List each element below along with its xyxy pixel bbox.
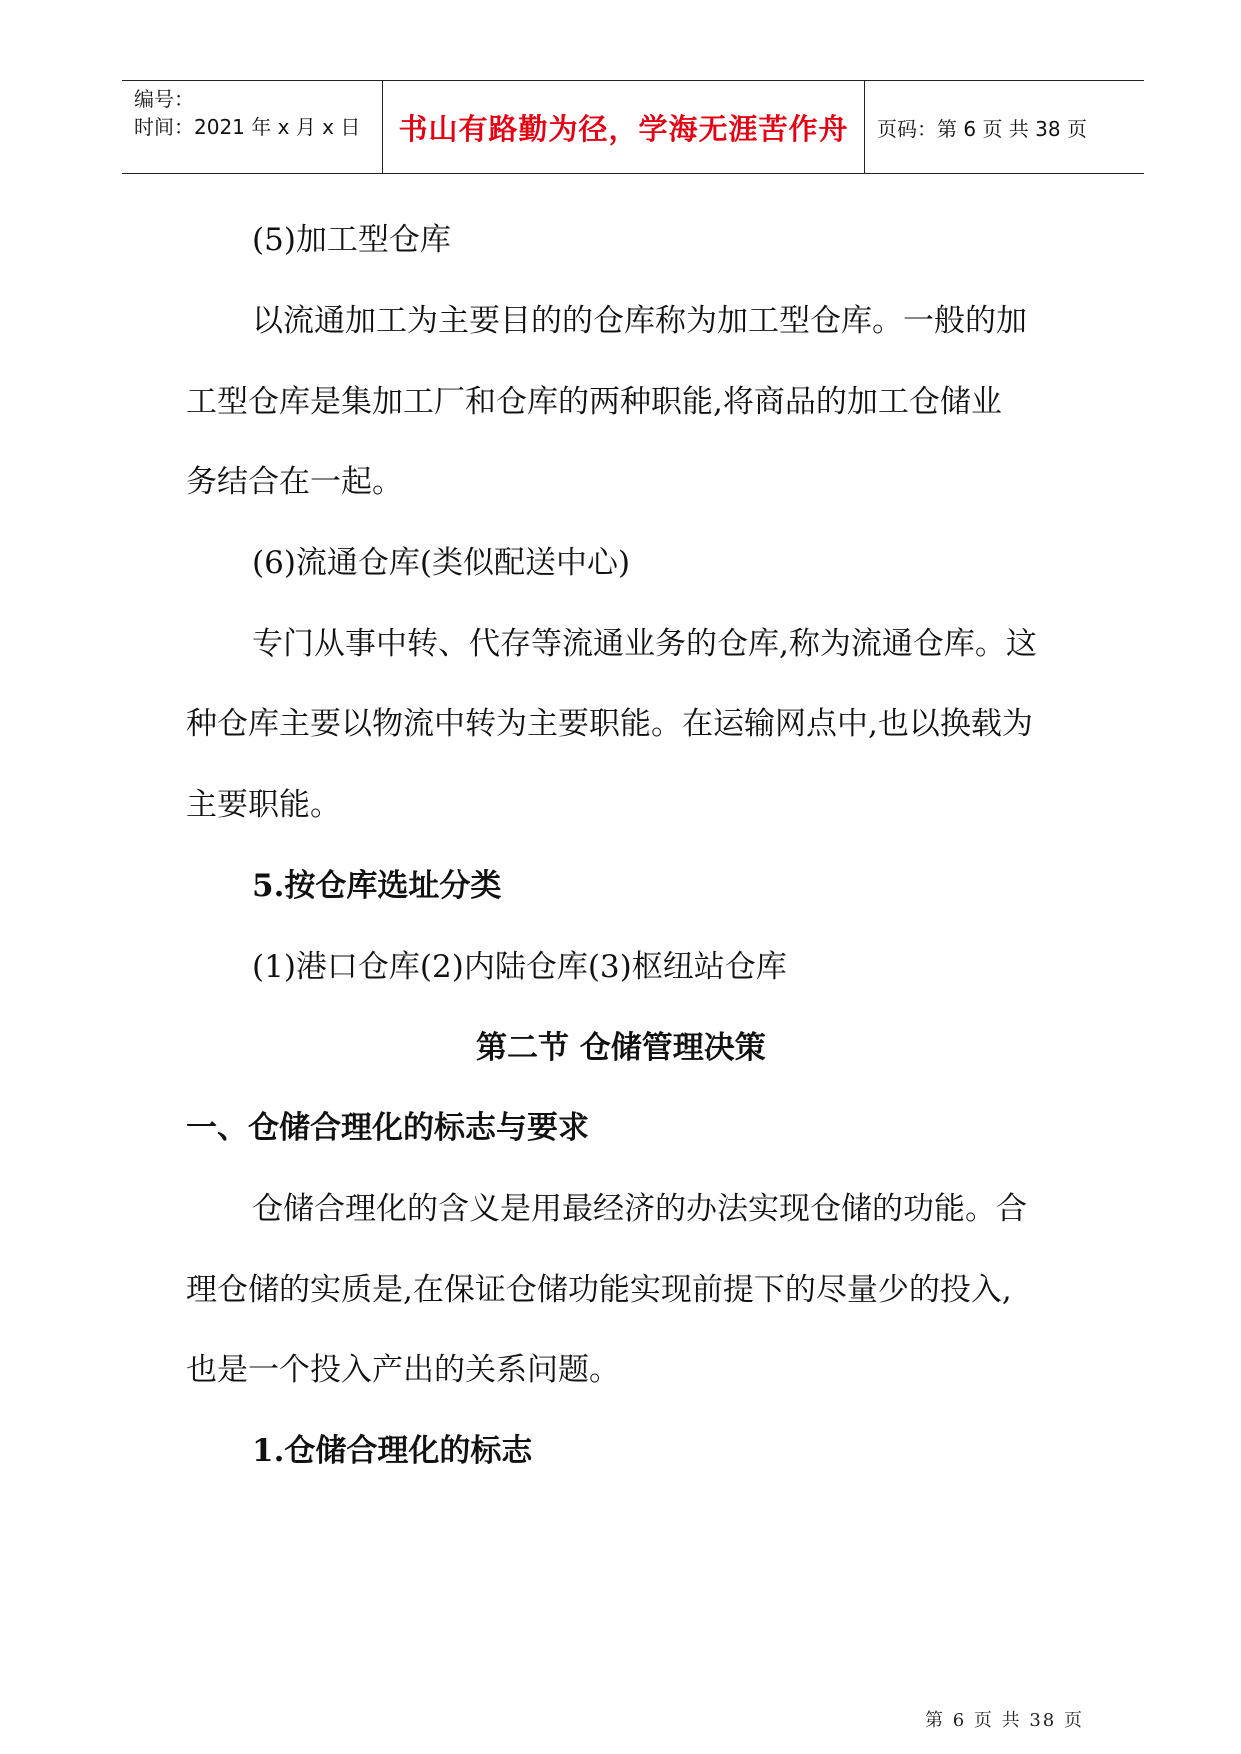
document-header — [122, 80, 1144, 174]
subheading: 5.按仓库选址分类 — [252, 868, 502, 904]
paragraph-line: 理仓储的实质是,在保证仓储功能实现前提下的尽量少的投入, — [186, 1272, 1012, 1308]
header-page-info: 页码：第 6 页 共 38 页 — [877, 116, 1087, 141]
paragraph-line: 主要职能。 — [186, 787, 341, 823]
subheading: 1.仓储合理化的标志 — [252, 1433, 533, 1469]
document-date: 时间：2021 年 x 月 x 日 — [134, 115, 361, 139]
header-motto: 书山有路勤为径，学海无涯苦作舟 — [398, 111, 849, 146]
chapter-heading: 一、仓储合理化的标志与要求 — [186, 1110, 589, 1146]
section-title: 第二节 仓储管理决策 — [476, 1030, 766, 1066]
paragraph-line: 种仓库主要以物流中转为主要职能。在运输网点中,也以换载为 — [186, 706, 1033, 742]
paragraph-line: 以流通加工为主要目的的仓库称为加工型仓库。一般的加 — [252, 303, 1027, 339]
document-number: 编号： — [134, 87, 194, 111]
header-meta — [122, 81, 382, 173]
paragraph-line: 仓储合理化的含义是用最经济的办法实现仓储的功能。合 — [252, 1191, 1027, 1227]
paragraph-heading: (5)加工型仓库 — [252, 222, 451, 258]
paragraph-line: (1)港口仓库(2)内陆仓库(3)枢纽站仓库 — [252, 949, 787, 985]
page-footer: 第 6 页 共 38 页 — [925, 1710, 1084, 1731]
paragraph-line: 务结合在一起。 — [186, 464, 403, 500]
header-motto-cell — [382, 81, 865, 173]
paragraph-line: 也是一个投入产出的关系问题。 — [186, 1352, 620, 1388]
paragraph-heading: (6)流通仓库(类似配送中心) — [252, 545, 631, 581]
paragraph-line: 工型仓库是集加工厂和仓库的两种职能,将商品的加工仓储业 — [186, 384, 1002, 420]
paragraph-line: 专门从事中转、代存等流通业务的仓库,称为流通仓库。这 — [252, 626, 1037, 662]
